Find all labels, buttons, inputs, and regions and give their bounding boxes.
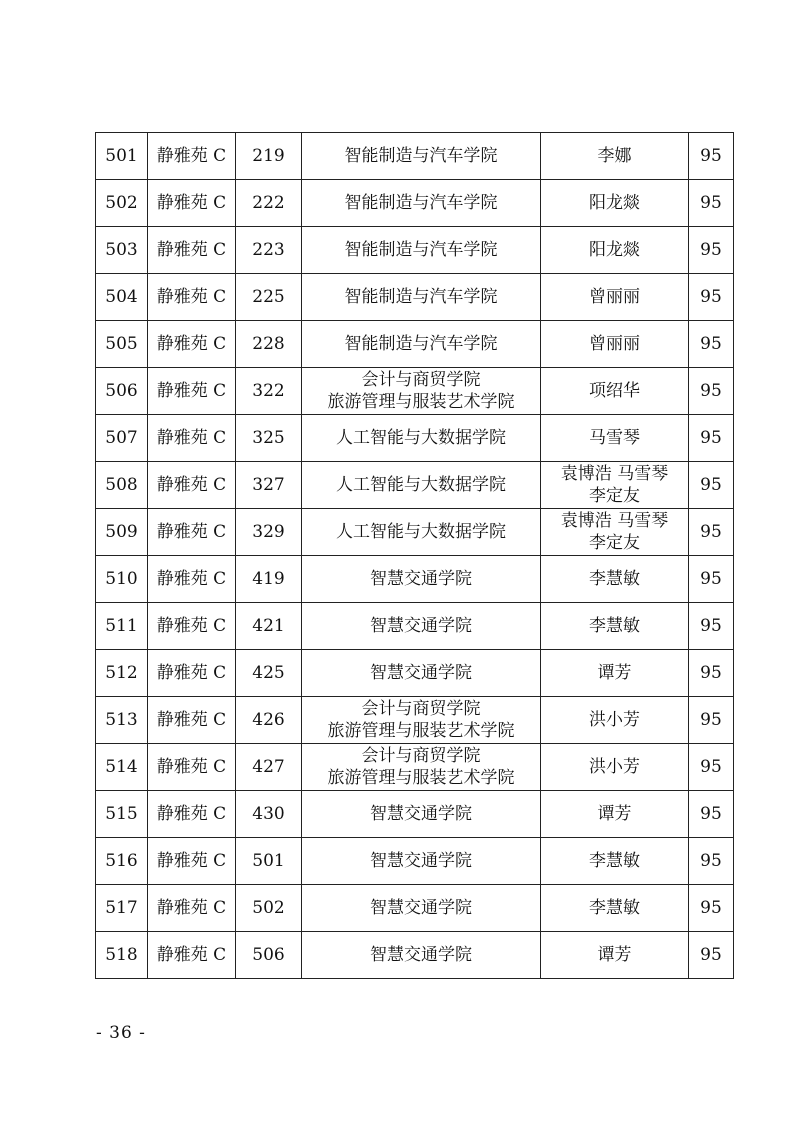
- cell-score: 95: [689, 556, 734, 603]
- table-row: [96, 509, 734, 556]
- cell-college: [302, 227, 541, 274]
- cell-building: 静雅苑 C: [148, 321, 236, 368]
- cell-room: 327: [236, 462, 302, 509]
- cell-college-line: 智能制造与汽车学院: [344, 334, 498, 354]
- table-row: [96, 791, 734, 838]
- cell-room: 222: [236, 180, 302, 227]
- cell-building: 静雅苑 C: [148, 603, 236, 650]
- cell-number: 516: [96, 838, 148, 885]
- cell-room: 502: [236, 885, 302, 932]
- table-row: [96, 885, 734, 932]
- cell-college: [302, 556, 541, 603]
- cell-staff: [541, 556, 689, 603]
- cell-score: 95: [689, 133, 734, 180]
- cell-staff-line: 马雪琴: [589, 428, 640, 448]
- cell-number: 514: [96, 744, 148, 791]
- cell-staff: [541, 650, 689, 697]
- cell-building: 静雅苑 C: [148, 932, 236, 979]
- cell-college-line: 智慧交通学院: [370, 851, 472, 871]
- cell-college: [302, 509, 541, 556]
- cell-building: 静雅苑 C: [148, 885, 236, 932]
- cell-score: 95: [689, 368, 734, 415]
- cell-number: 506: [96, 368, 148, 415]
- cell-building: 静雅苑 C: [148, 556, 236, 603]
- table-row: [96, 650, 734, 697]
- cell-staff-line: 李定友: [589, 533, 640, 553]
- cell-college: [302, 650, 541, 697]
- cell-room: 501: [236, 838, 302, 885]
- cell-building: 静雅苑 C: [148, 838, 236, 885]
- cell-room: 421: [236, 603, 302, 650]
- cell-staff: [541, 180, 689, 227]
- cell-building: 静雅苑 C: [148, 368, 236, 415]
- cell-score: 95: [689, 932, 734, 979]
- cell-staff-line: 洪小芳: [589, 757, 640, 777]
- cell-room: 506: [236, 932, 302, 979]
- cell-college: [302, 697, 541, 744]
- cell-staff: [541, 932, 689, 979]
- cell-room: 419: [236, 556, 302, 603]
- cell-staff-line: 阳龙燚: [589, 193, 640, 213]
- cell-score: 95: [689, 791, 734, 838]
- cell-staff-line: 谭芳: [597, 804, 632, 824]
- table-row: [96, 368, 734, 415]
- cell-staff: [541, 133, 689, 180]
- cell-number: 517: [96, 885, 148, 932]
- cell-college: [302, 932, 541, 979]
- cell-room: 329: [236, 509, 302, 556]
- cell-staff: [541, 603, 689, 650]
- cell-building: 静雅苑 C: [148, 744, 236, 791]
- cell-staff-line: 谭芳: [597, 663, 632, 683]
- cell-building: 静雅苑 C: [148, 415, 236, 462]
- cell-staff-line: 项绍华: [589, 381, 640, 401]
- cell-number: 501: [96, 133, 148, 180]
- cell-staff-line: 袁博浩 马雪琴: [560, 464, 669, 484]
- table-row: [96, 227, 734, 274]
- cell-college-line: 会计与商贸学院: [361, 746, 481, 766]
- cell-college-line: 人工智能与大数据学院: [336, 428, 506, 448]
- cell-staff-line: 李慧敏: [589, 898, 640, 918]
- cell-staff: [541, 838, 689, 885]
- cell-score: 95: [689, 321, 734, 368]
- cell-staff: [541, 415, 689, 462]
- cell-college-line: 旅游管理与服装艺术学院: [327, 392, 515, 412]
- cell-staff: [541, 274, 689, 321]
- table-body: [96, 133, 734, 979]
- cell-college: [302, 133, 541, 180]
- cell-score: 95: [689, 274, 734, 321]
- cell-score: 95: [689, 227, 734, 274]
- cell-staff-line: 李慧敏: [589, 569, 640, 589]
- cell-score: 95: [689, 885, 734, 932]
- cell-staff: [541, 744, 689, 791]
- cell-staff-line: 曾丽丽: [589, 334, 640, 354]
- cell-college: [302, 415, 541, 462]
- cell-room: 228: [236, 321, 302, 368]
- cell-college-line: 智慧交通学院: [370, 616, 472, 636]
- cell-college-line: 会计与商贸学院: [361, 370, 481, 390]
- cell-room: 225: [236, 274, 302, 321]
- cell-score: 95: [689, 744, 734, 791]
- table-row: [96, 462, 734, 509]
- cell-college: [302, 838, 541, 885]
- cell-building: 静雅苑 C: [148, 650, 236, 697]
- cell-college-line: 智慧交通学院: [370, 569, 472, 589]
- cell-score: 95: [689, 650, 734, 697]
- table-row: [96, 274, 734, 321]
- cell-number: 507: [96, 415, 148, 462]
- cell-college-line: 智能制造与汽车学院: [344, 193, 498, 213]
- table-row: [96, 744, 734, 791]
- table-row: [96, 556, 734, 603]
- cell-staff: [541, 791, 689, 838]
- cell-college-line: 智慧交通学院: [370, 898, 472, 918]
- cell-staff: [541, 697, 689, 744]
- cell-room: 427: [236, 744, 302, 791]
- cell-staff: [541, 227, 689, 274]
- table-row: [96, 133, 734, 180]
- cell-college-line: 智慧交通学院: [370, 663, 472, 683]
- cell-room: 322: [236, 368, 302, 415]
- cell-number: 513: [96, 697, 148, 744]
- cell-college: [302, 885, 541, 932]
- cell-staff-line: 谭芳: [597, 945, 632, 965]
- cell-college-line: 人工智能与大数据学院: [336, 522, 506, 542]
- cell-college: [302, 180, 541, 227]
- cell-staff: [541, 509, 689, 556]
- cell-number: 510: [96, 556, 148, 603]
- cell-building: 静雅苑 C: [148, 227, 236, 274]
- cell-number: 518: [96, 932, 148, 979]
- cell-college: [302, 321, 541, 368]
- cell-score: 95: [689, 509, 734, 556]
- table-row: [96, 697, 734, 744]
- cell-room: 223: [236, 227, 302, 274]
- cell-room: 426: [236, 697, 302, 744]
- cell-staff-line: 李慧敏: [589, 851, 640, 871]
- cell-staff: [541, 321, 689, 368]
- cell-building: 静雅苑 C: [148, 180, 236, 227]
- cell-score: 95: [689, 180, 734, 227]
- cell-number: 512: [96, 650, 148, 697]
- cell-staff-line: 李定友: [589, 486, 640, 506]
- cell-room: 430: [236, 791, 302, 838]
- cell-staff: [541, 462, 689, 509]
- cell-score: 95: [689, 415, 734, 462]
- cell-building: 静雅苑 C: [148, 509, 236, 556]
- cell-room: 425: [236, 650, 302, 697]
- table-row: [96, 838, 734, 885]
- inspection-table: [95, 132, 734, 979]
- cell-college-line: 智能制造与汽车学院: [344, 240, 498, 260]
- cell-college: [302, 274, 541, 321]
- cell-staff: [541, 885, 689, 932]
- cell-staff-line: 袁博浩 马雪琴: [560, 511, 669, 531]
- cell-college-line: 智能制造与汽车学院: [344, 146, 498, 166]
- table-row: [96, 415, 734, 462]
- cell-staff: [541, 368, 689, 415]
- cell-college: [302, 744, 541, 791]
- cell-building: 静雅苑 C: [148, 791, 236, 838]
- cell-staff-line: 洪小芳: [589, 710, 640, 730]
- cell-score: 95: [689, 838, 734, 885]
- cell-staff-line: 阳龙燚: [589, 240, 640, 260]
- cell-college-line: 旅游管理与服装艺术学院: [327, 721, 515, 741]
- cell-building: 静雅苑 C: [148, 274, 236, 321]
- cell-number: 505: [96, 321, 148, 368]
- cell-number: 511: [96, 603, 148, 650]
- cell-college: [302, 603, 541, 650]
- page-number: - 36 -: [96, 1023, 146, 1043]
- cell-building: 静雅苑 C: [148, 697, 236, 744]
- cell-staff-line: 曾丽丽: [589, 287, 640, 307]
- cell-score: 95: [689, 462, 734, 509]
- cell-number: 504: [96, 274, 148, 321]
- cell-number: 502: [96, 180, 148, 227]
- cell-college-line: 智慧交通学院: [370, 945, 472, 965]
- table-row: [96, 321, 734, 368]
- cell-college: [302, 791, 541, 838]
- cell-staff-line: 李慧敏: [589, 616, 640, 636]
- cell-number: 503: [96, 227, 148, 274]
- cell-number: 508: [96, 462, 148, 509]
- cell-college-line: 智慧交通学院: [370, 804, 472, 824]
- cell-college: [302, 368, 541, 415]
- cell-room: 325: [236, 415, 302, 462]
- cell-building: 静雅苑 C: [148, 133, 236, 180]
- cell-score: 95: [689, 603, 734, 650]
- cell-score: 95: [689, 697, 734, 744]
- cell-number: 515: [96, 791, 148, 838]
- cell-building: 静雅苑 C: [148, 462, 236, 509]
- cell-number: 509: [96, 509, 148, 556]
- table-row: [96, 932, 734, 979]
- table-row: [96, 603, 734, 650]
- cell-college-line: 旅游管理与服装艺术学院: [327, 768, 515, 788]
- cell-staff-line: 李娜: [597, 146, 632, 166]
- cell-room: 219: [236, 133, 302, 180]
- cell-college-line: 会计与商贸学院: [361, 699, 481, 719]
- cell-college-line: 人工智能与大数据学院: [336, 475, 506, 495]
- cell-college-line: 智能制造与汽车学院: [344, 287, 498, 307]
- cell-college: [302, 462, 541, 509]
- table-row: [96, 180, 734, 227]
